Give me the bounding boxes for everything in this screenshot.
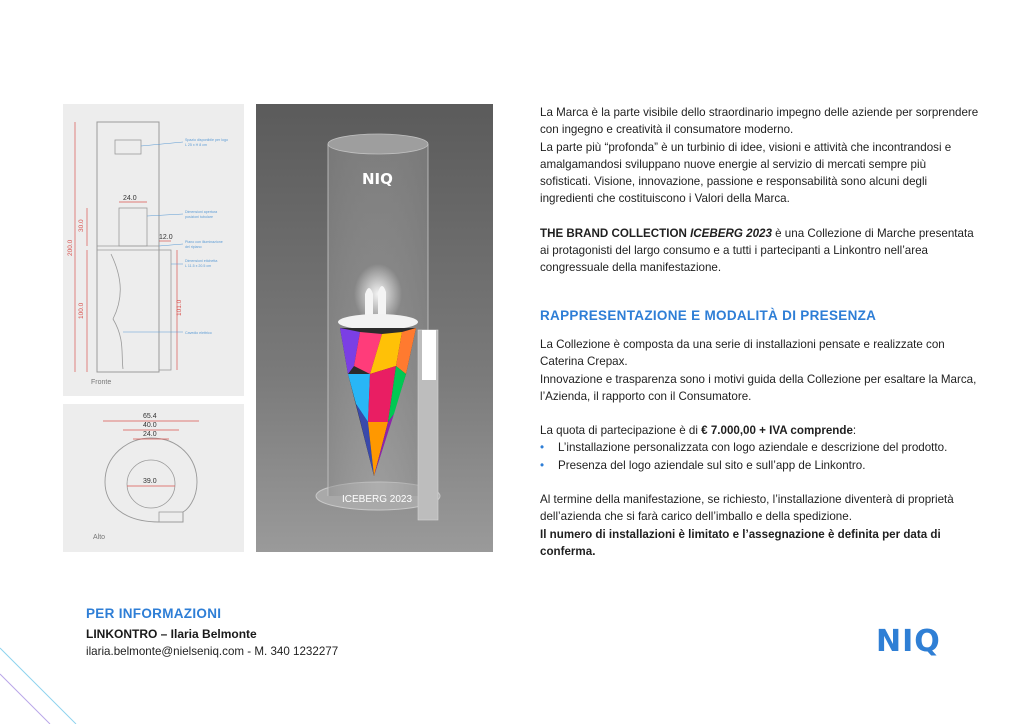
corner-decoration-lines	[0, 640, 90, 724]
dim-200-front: 200.0	[67, 239, 74, 256]
closing-paragraph: Al termine della manifestazione, se richiesto, l’installazione diventerà di proprietà dell’azienda che si farà carico dell’imballo e della spedizione.	[540, 493, 954, 524]
note-sticker: Dimensioni etichetta	[185, 259, 218, 263]
niq-logo: NIQ	[876, 624, 941, 659]
note-logo: Spazio disponibile per logo	[185, 138, 228, 142]
section-title: RAPPRESENTAZIONE E MODALITÀ DI PRESENZA	[540, 307, 877, 323]
top-plan-svg	[63, 404, 244, 552]
dim-24-front: 24.0	[123, 195, 137, 202]
quota-lead: La quota di partecipazione è di	[540, 424, 702, 438]
note-logo-size: L 25 x H 8 cm	[185, 143, 208, 147]
note-aperture: Dimensioni apertura	[185, 210, 218, 214]
info-title: PER INFORMAZIONI	[86, 606, 222, 621]
render-base-text: ICEBERG 2023	[342, 494, 413, 505]
render-brand-text: NIQ	[362, 170, 393, 188]
installation-render	[256, 104, 493, 552]
dim-100-front: 100.0	[78, 302, 85, 319]
intro-paragraph: La Marca è la parte visibile dello straordinario impegno delle aziende per sorprendere con ingegno e creatività il consumatore moderno.	[540, 106, 979, 137]
brand-collection-paragraph	[540, 225, 980, 277]
dim-40-top: 40.0	[143, 422, 157, 429]
depth-paragraph: La parte più “profonda” è un turbinio di idee, visioni e attività che incontrandosi e amalgamandosi sviluppano nuove energie al servizio di mercati sempre più sofisticati. Visione, innovazione, passione e responsabilità sono alcuni degli ingredienti che costituiscono i Valori della Marca.	[540, 140, 952, 206]
closing-bold: Il numero di installazioni è limitato e l’assegnazione è definita per data di conferma.	[540, 527, 941, 558]
quota-paragraph	[540, 422, 980, 439]
list-item: • Presenza del logo aziendale sul sito e sull’app de Linkontro.	[540, 457, 980, 474]
note-stand: Cavedio elettrico	[185, 331, 212, 335]
top-label: Alto	[93, 534, 106, 541]
top-plan-drawing	[63, 404, 244, 552]
front-elevation-svg	[63, 104, 244, 396]
info-contact-details: ilaria.belmonte@nielseniq.com - M. 340 1232277	[86, 645, 339, 658]
note-sticker-2: L 11.5 x 20.5 cm	[185, 264, 212, 268]
note-aperture-2: posizioni tubolare	[185, 215, 213, 219]
dim-101-front: 101.0	[176, 299, 183, 316]
front-elevation-drawing	[63, 104, 244, 396]
installation-render-svg	[256, 104, 493, 552]
dim-12-front: 12.0	[159, 234, 173, 241]
dim-24-top: 24.0	[143, 431, 157, 438]
quota-colon: :	[852, 424, 857, 438]
dim-39-top: 39.0	[143, 478, 157, 485]
innovation-paragraph: Innovazione e trasparenza sono i motivi guida della Collezione per esaltare la Marca, l’Azienda, il rapporto con il Consumatore.	[540, 372, 977, 403]
brand-collection-rest: è una Collezione di Marche presentata ai protagonisti del largo consumo e a tutti i partecipanti a Linkontro nell’area congressuale della manifestazione.	[540, 226, 974, 275]
brand-collection-lead: THE BRAND COLLECTION	[540, 226, 691, 240]
closing-bold-paragraph	[540, 526, 980, 561]
list-item: • L’installazione personalizzata con logo aziendale e descrizione del prodotto.	[540, 439, 980, 456]
description-column	[540, 104, 980, 560]
dim-30-front: 30.0	[78, 219, 85, 232]
inclusions-list	[540, 439, 980, 474]
note-product-2: del ripiano	[185, 245, 202, 249]
dim-65-top: 65.4	[143, 413, 157, 420]
front-label: Fronte	[91, 379, 112, 386]
note-product: Piano con illuminazione	[185, 240, 223, 244]
quota-amount: € 7.000,00 + IVA comprende	[701, 424, 853, 438]
brand-collection-name: ICEBERG 2023	[690, 226, 772, 240]
info-contact-name: LINKONTRO – Ilaria Belmonte	[86, 627, 257, 641]
collection-paragraph: La Collezione è composta da una serie di installazioni pensate e realizzate con Caterina Crepax.	[540, 337, 945, 369]
